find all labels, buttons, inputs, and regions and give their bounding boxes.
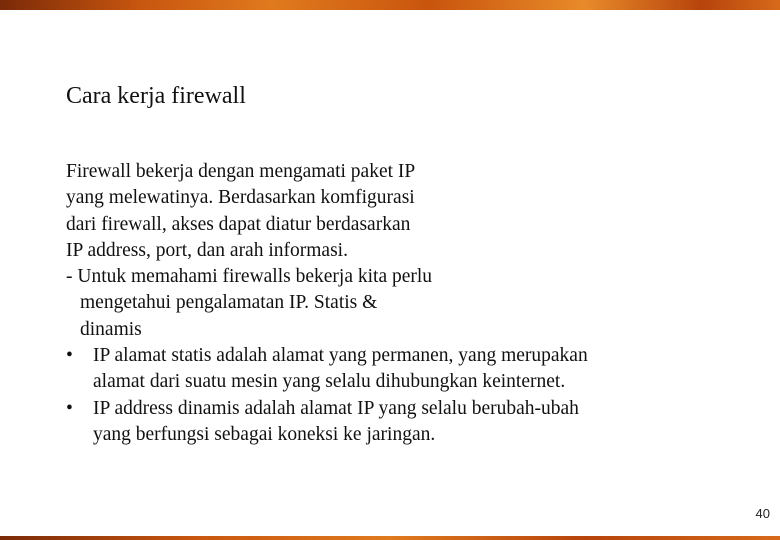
page-number: 40 — [755, 506, 770, 521]
bullet-text-line-2: alamat dari suatu mesin yang selalu dihubungkan keinternet. — [93, 371, 566, 393]
slide-title: Cara kerja firewall — [66, 83, 246, 109]
bullet-item-static-ip — [66, 343, 756, 369]
bullet-text-line-1: IP address dinamis adalah alamat IP yang selalu berubah-ubah — [93, 397, 579, 419]
bullet-text-line-2: yang berfungsi sebagai koneksi ke jaringan. — [93, 423, 436, 445]
dash-item-line-3: dinamis — [80, 318, 142, 340]
bullet-item-dynamic-ip — [66, 396, 756, 422]
body-line-3: dari firewall, akses dapat diatur berdasarkan — [66, 213, 411, 235]
bullet-dot-icon: • — [66, 397, 73, 419]
bullet-text-line-1: IP alamat statis adalah alamat yang permanen, yang merupakan — [93, 345, 588, 367]
slide-body — [66, 159, 756, 448]
dash-item-line-1: - Untuk memahami firewalls bekerja kita perlu — [66, 266, 433, 288]
bottom-accent-bar — [0, 536, 780, 540]
body-line-1: Firewall bekerja dengan mengamati paket IP — [66, 161, 416, 182]
top-accent-bar — [0, 0, 780, 10]
body-line-2: yang melewatinya. Berdasarkan komfigurasi — [66, 187, 415, 209]
bullet-dot-icon: • — [66, 345, 73, 367]
body-line-4: IP address, port, dan arah informasi. — [66, 239, 348, 261]
dash-item-line-2: mengetahui pengalamatan IP. Statis & — [80, 292, 378, 314]
